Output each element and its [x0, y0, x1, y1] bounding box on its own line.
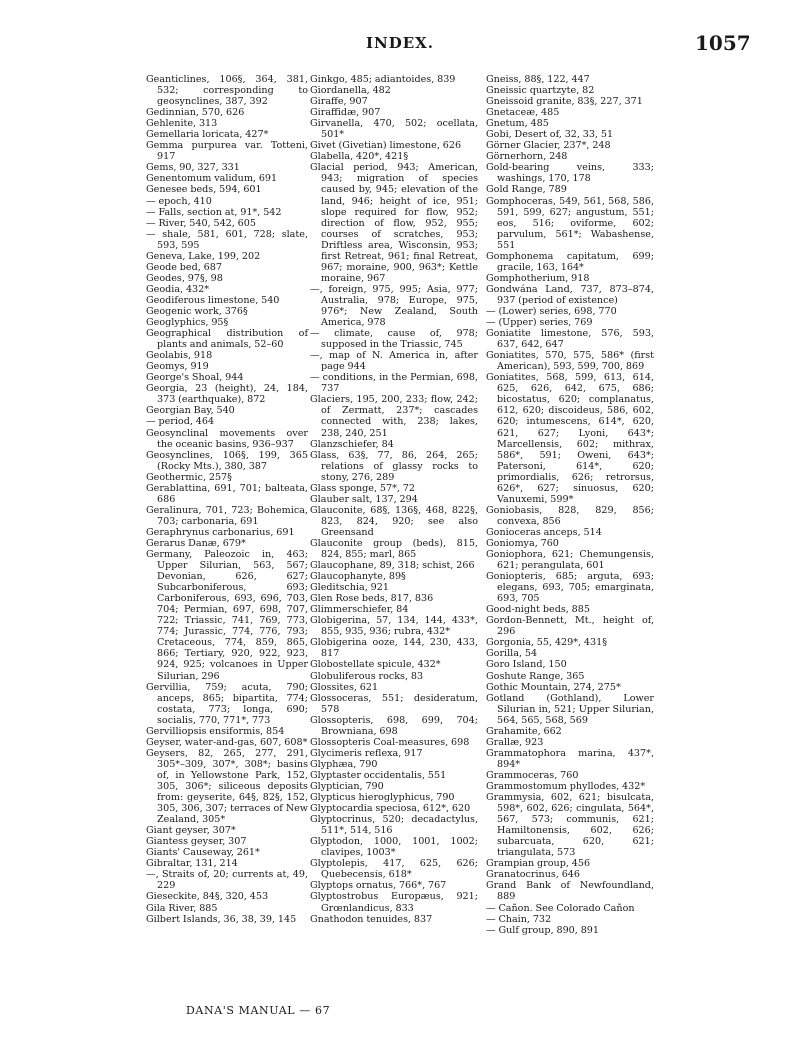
index-entry: Gordon-Bennett, Mt., height of, 296 — [486, 615, 654, 638]
index-entry: Goniophora, 621; Chemungensis, 621; perangulata, 601 — [486, 549, 654, 572]
index-entry: Geneva, Lake, 199, 202 — [146, 250, 261, 262]
index-entry: Gilbert Islands, 36, 38, 39, 145 — [146, 913, 297, 925]
index-entry: — Cañon. See Colorado Cañon — [486, 902, 635, 914]
index-entry: Glaciers, 195, 200, 233; flow, 242; of Zermatt, 237*; cascades connected with, 238; lakes, 238, 240, 251 — [310, 394, 478, 439]
index-entry: Geosynclinal movements over the oceanic basins, 936–937 — [146, 427, 308, 450]
index-entry: Geothermic, 257§ — [146, 471, 232, 483]
index-entry: Geographical distribution of plants and animals, 52–60 — [146, 328, 308, 351]
index-entry: Görnerhorn, 248 — [486, 151, 568, 163]
index-entry: Glen Rose beds, 817, 836 — [310, 593, 434, 605]
index-entry: Giordanella, 482 — [310, 85, 391, 97]
index-entry: Glyptaster occidentalis, 551 — [310, 769, 447, 781]
index-entry: Gomphoceras, 549, 561, 568, 586, 591, 599, 627; angustum, 551; eos, 516; oviforme, 602; parvulum, 561*; Wabashense, 551 — [486, 195, 654, 251]
index-entry: Geodia, 432* — [146, 283, 210, 295]
index-entry: Goro Island, 150 — [486, 659, 567, 671]
index-entry: Glossites, 621 — [310, 681, 379, 693]
index-entry: Gemellaria loricata, 427* — [146, 129, 269, 141]
index-entry: Gonioceras anceps, 514 — [486, 526, 602, 538]
index-entry: Germany, Paleozoic in, 463; Upper Silurian, 563, 567; Devonian, 626, 627; Subcarboniferous, 693; Carboniferous, 693, 696, 703, 704; Permian, 697, 698, 707, 722; Triassic, 741, 769, 773, 774; Jurassic, 774, 776, 793; Cretaceous, 774, 859, 865, 866; Tertiary, 920, 922, 923, 924, 925; volcanoes in Upper Silurian, 296 — [146, 549, 308, 682]
index-entry: George's Shoal, 944 — [146, 372, 244, 384]
index-entry: Glacial period, 943; American, 943; migration of species caused by, 945; elevation of the land, 946; height of ice, 951; slope required for flow, 952; direction of flow, 952, 955; courses of scratches, 953; Driftless area, Wisconsin, 953; first Retreat, 961; final Retreat, 967; moraine, 900, 963*; Kettle moraine, 967 — [310, 162, 478, 284]
index-entry: Giraffe, 907 — [310, 96, 368, 108]
index-entry: Gomphonema capitatum, 699; gracile, 163, 164* — [486, 250, 654, 273]
index-entry: Geraphrynus carbonarius, 691 — [146, 526, 295, 538]
index-entry: Gnathodon tenuides, 837 — [310, 913, 433, 925]
index-entry: Goniatites, 568, 599, 613, 614, 625, 626, 642, 675, 686; bicostatus, 620; complanatus, 612, 620; discoideus, 586, 602, 620; intumescens, 614*, 620, 621, 627; Lyoni, 643*; Marcellensis, 602; mithrax, 586*, 591; Oweni, 643*; Patersoni, 614*, 620; primordialis, 626; retrorsus, 626*, 627; sinuosus, 620; Vanuxemi, 599* — [486, 372, 654, 505]
index-entry: Gieseckite, 84§, 320, 453 — [146, 891, 269, 903]
index-entry: Glossopteris Coal-measures, 698 — [310, 736, 470, 748]
index-entry: Givet (Givetian) limestone, 626 — [310, 140, 462, 152]
index-entry: — epoch, 410 — [146, 195, 212, 207]
index-entry: — (Lower) series, 698, 770 — [486, 305, 617, 317]
index-entry: Glyptocrinus, 520; decadactylus, 511*, 514, 516 — [310, 814, 478, 837]
index-entry: Geodes, 97§, 98 — [146, 272, 223, 284]
index-entry: Glimmerschiefer, 84 — [310, 604, 409, 616]
index-entry: Granatocrinus, 646 — [486, 869, 581, 881]
index-column-2 — [310, 74, 478, 925]
index-entry: Grallæ, 923 — [486, 736, 544, 748]
index-entry: Geralinura, 701, 723; Bohemica, 703; carbonaria, 691 — [146, 504, 308, 527]
running-head: INDEX. — [365, 34, 435, 52]
index-entry: Gnetaceæ, 485 — [486, 107, 560, 119]
index-entry: Gothic Mountain, 274, 275* — [486, 681, 621, 693]
index-entry: Grammysia, 602, 621; bisulcata, 598*, 602, 626; cingulata, 564*, 567, 573; communis, 621; Hamiltonensis, 602, 626; subarcuata, 620, 621; triangulata, 573 — [486, 792, 654, 859]
page-number: 1057 — [695, 31, 751, 55]
index-entry: Glass sponge, 57*, 72 — [310, 482, 415, 494]
index-entry: — River, 540, 542, 605 — [146, 217, 256, 229]
index-entry: Glauconite, 68§, 136§, 468, 822§, 823, 824, 920; see also Greensand — [310, 504, 478, 538]
index-entry: Girvanella, 470, 502; ocellata, 501* — [310, 118, 478, 141]
index-entry: Glanzschiefer, 84 — [310, 438, 394, 450]
index-entry: Glossopteris, 698, 699, 704; Brownianа, 698 — [310, 714, 478, 737]
index-entry: Glossoceras, 551; desideratum, 578 — [310, 692, 478, 715]
index-entry: Georgian Bay, 540 — [146, 405, 235, 417]
index-entry: — climate, cause of, 978; supposed in the Triassic, 745 — [310, 328, 478, 351]
index-entry: Gleditschia, 921 — [310, 582, 389, 594]
index-entry: Grand Bank of Newfoundland, 889 — [486, 880, 654, 903]
index-entry: Giantess geyser, 307 — [146, 836, 247, 848]
index-entry: Geodiferous limestone, 540 — [146, 294, 280, 306]
index-entry: Gorgonia, 55, 429*, 431§ — [486, 637, 608, 649]
index-entry: Glyptocardia speciosa, 612*, 620 — [310, 803, 471, 815]
index-entry: Glypticus hieroglyphicus, 790 — [310, 792, 455, 804]
index-entry: —, foreign, 975, 995; Asia, 977; Australia, 978; Europe, 975, 976*; New Zealand, South America, 978 — [310, 283, 478, 329]
index-entry: Gobi, Desert of, 32, 33, 51 — [486, 129, 614, 141]
index-entry: Goniopteris, 685; arguta, 693; elegans, 693, 705; emarginata, 693, 705 — [486, 571, 654, 605]
index-entry: Giant geyser, 307* — [146, 825, 236, 837]
index-entry: Glaucophane, 89, 318; schist, 266 — [310, 560, 475, 572]
index-entry: Geode bed, 687 — [146, 261, 222, 273]
index-entry: Grampian group, 456 — [486, 858, 591, 870]
index-entry: Goniobasis, 828, 829, 856; convexa, 856 — [486, 504, 654, 527]
index-entry: Globostellate spicule, 432* — [310, 659, 441, 671]
index-column-1 — [146, 74, 308, 925]
index-entry: Gneissoid granite, 83§, 227, 371 — [486, 96, 643, 108]
index-entry: Gemma purpurea var. Totteni, 917 — [146, 140, 308, 163]
index-entry: Geomys, 919 — [146, 361, 209, 373]
index-entry: Gneiss, 88§, 122, 447 — [486, 74, 590, 85]
index-entry: Gerarus Danæ, 679* — [146, 537, 246, 549]
index-entry: — conditions, in the Permian, 698, 737 — [310, 372, 478, 395]
index-entry: — (Upper) series, 769 — [486, 317, 593, 329]
index-entry: Glabella, 420*, 421§ — [310, 151, 409, 163]
index-entry: —, map of N. America in, after page 944 — [310, 350, 478, 373]
index-entry: Geogenic work, 376§ — [146, 305, 248, 317]
index-entry: Globigerina ooze, 144, 230, 433, 817 — [310, 637, 478, 660]
index-entry: Goshute Range, 365 — [486, 670, 585, 682]
index-entry: Geosynclines, 106§, 199, 365 (Rocky Mts.), 380, 387 — [146, 449, 308, 472]
index-entry: Globigerina, 57, 134, 144, 433*, 855, 935, 936; rubra, 432* — [310, 615, 478, 638]
index-entry: Gneissic quartzyte, 82 — [486, 85, 595, 97]
index-entry: Globuliferous rocks, 83 — [310, 670, 424, 682]
index-entry: Glyptician, 790 — [310, 781, 384, 792]
index-entry: Grahamite, 662 — [486, 725, 562, 737]
index-entry: Giants' Causeway, 261* — [146, 847, 260, 859]
index-entry: Gehlenite, 313 — [146, 118, 218, 130]
signature-mark: DANA'S MANUAL — 67 — [186, 1004, 331, 1017]
index-entry: Genesee beds, 594, 601 — [146, 184, 262, 196]
index-entry: Geanticlines, 106§, 364, 381, 532; corresponding to geosynclines, 387, 392 — [146, 74, 308, 108]
index-column-3 — [486, 74, 654, 936]
index-entry: Grammostomum phyllodes, 432* — [486, 781, 646, 792]
index-entry: Glyphæa, 790 — [310, 758, 378, 770]
index-entry: Gedinnian, 570, 626 — [146, 107, 245, 119]
index-entry: Grammoceras, 760 — [486, 769, 579, 781]
index-entry: — period, 464 — [146, 416, 215, 428]
index-entry: Geoglyphics, 95§ — [146, 317, 229, 329]
index-entry: Glass, 63§, 77, 86, 264, 265; relations of glassy rocks to stony, 276, 289 — [310, 449, 478, 483]
index-entry: Georgia, 23 (height), 24, 184, 373 (earthquake), 872 — [146, 383, 308, 406]
index-entry: Glyptolepis, 417, 625, 626; Quebecensis, 618* — [310, 858, 478, 881]
index-entry: Gotland (Gothland), Lower Silurian in, 521; Upper Silurian, 564, 565, 568, 569 — [486, 692, 654, 726]
index-entry: Gila River, 885 — [146, 902, 218, 914]
index-entry: Ginkgo, 485; adiantoides, 839 — [310, 74, 456, 85]
index-entry: Geyser, water-and-gas, 607, 608* — [146, 736, 308, 748]
index-entry: — shale, 581, 601, 728; slate, 593, 595 — [146, 228, 308, 251]
index-entry: Gold Range, 789 — [486, 184, 567, 196]
index-entry: Giraffidæ, 907 — [310, 107, 381, 119]
index-entry: — Falls, section at, 91*, 542 — [146, 206, 282, 218]
index-entry: Gibraltar, 131, 214 — [146, 858, 238, 870]
index-entry: Glycimeris reflexa, 917 — [310, 747, 423, 759]
index-entry: Glaucophanyte, 89§ — [310, 571, 406, 583]
index-entry: Gerablattina, 691, 701; balteata, 686 — [146, 482, 308, 505]
index-entry: — Chain, 732 — [486, 913, 552, 925]
index-entry: Glyptodon, 1000, 1001, 1002; clavipes, 1003* — [310, 836, 478, 859]
index-entry: Goniatites, 570, 575, 586* (first American), 593, 599, 700, 869 — [486, 350, 654, 373]
index-entry: Goniatite limestone, 576, 593, 637, 642, 647 — [486, 328, 654, 351]
index-entry: Gomphotherium, 918 — [486, 272, 590, 284]
index-entry: Gondwána Land, 737, 873–874, 937 (period of existence) — [486, 283, 654, 306]
index-entry: Goniomya, 760 — [486, 537, 559, 549]
index-entry: Glauconite group (beds), 815, 824, 855; marl, 865 — [310, 537, 478, 561]
index-entry: Gorilla, 54 — [486, 648, 538, 660]
index-entry: Glyptostrobus Europæus, 921; Grœnlandicus, 833 — [310, 891, 478, 914]
index-entry: Gervilliopsis ensiformis, 854 — [146, 725, 285, 737]
index-entry: Grammatophora marina, 437*, 894* — [486, 747, 654, 770]
index-entry: Gold-bearing veins, 333; washings, 170, 178 — [486, 162, 654, 185]
index-entry: Geolabis, 918 — [146, 350, 213, 362]
index-entry: Gems, 90, 327, 331 — [146, 162, 240, 174]
index-entry: Glyptops ornatus, 766*, 767 — [310, 880, 447, 892]
index-entry: Good-night beds, 885 — [486, 604, 590, 616]
index-entry: Glauber salt, 137, 294 — [310, 493, 418, 505]
index-entry: Genentomum validum, 691 — [146, 173, 278, 185]
index-entry: Görner Glacier, 237*, 248 — [486, 140, 611, 152]
index-entry: — Gulf group, 890, 891 — [486, 924, 599, 936]
index-entry: —, Straits of, 20; currents at, 49, 229 — [146, 869, 308, 892]
index-entry: Gervillia, 759; acuta, 790; anceps, 865; bipartita, 774; costata, 773; longa, 690; socialis, 770, 771*, 773 — [146, 681, 308, 726]
index-entry: Gnetum, 485 — [486, 118, 549, 130]
index-entry: Geysers, 82, 265, 277, 291, 305*–309, 307*, 308*; basins of, in Yellowstone Park, 152, 305, 306*; siliceous deposits from: geyserite, 64§, 82§, 152, 305, 306, 307; terraces of New Zealand, 305* — [146, 747, 308, 826]
